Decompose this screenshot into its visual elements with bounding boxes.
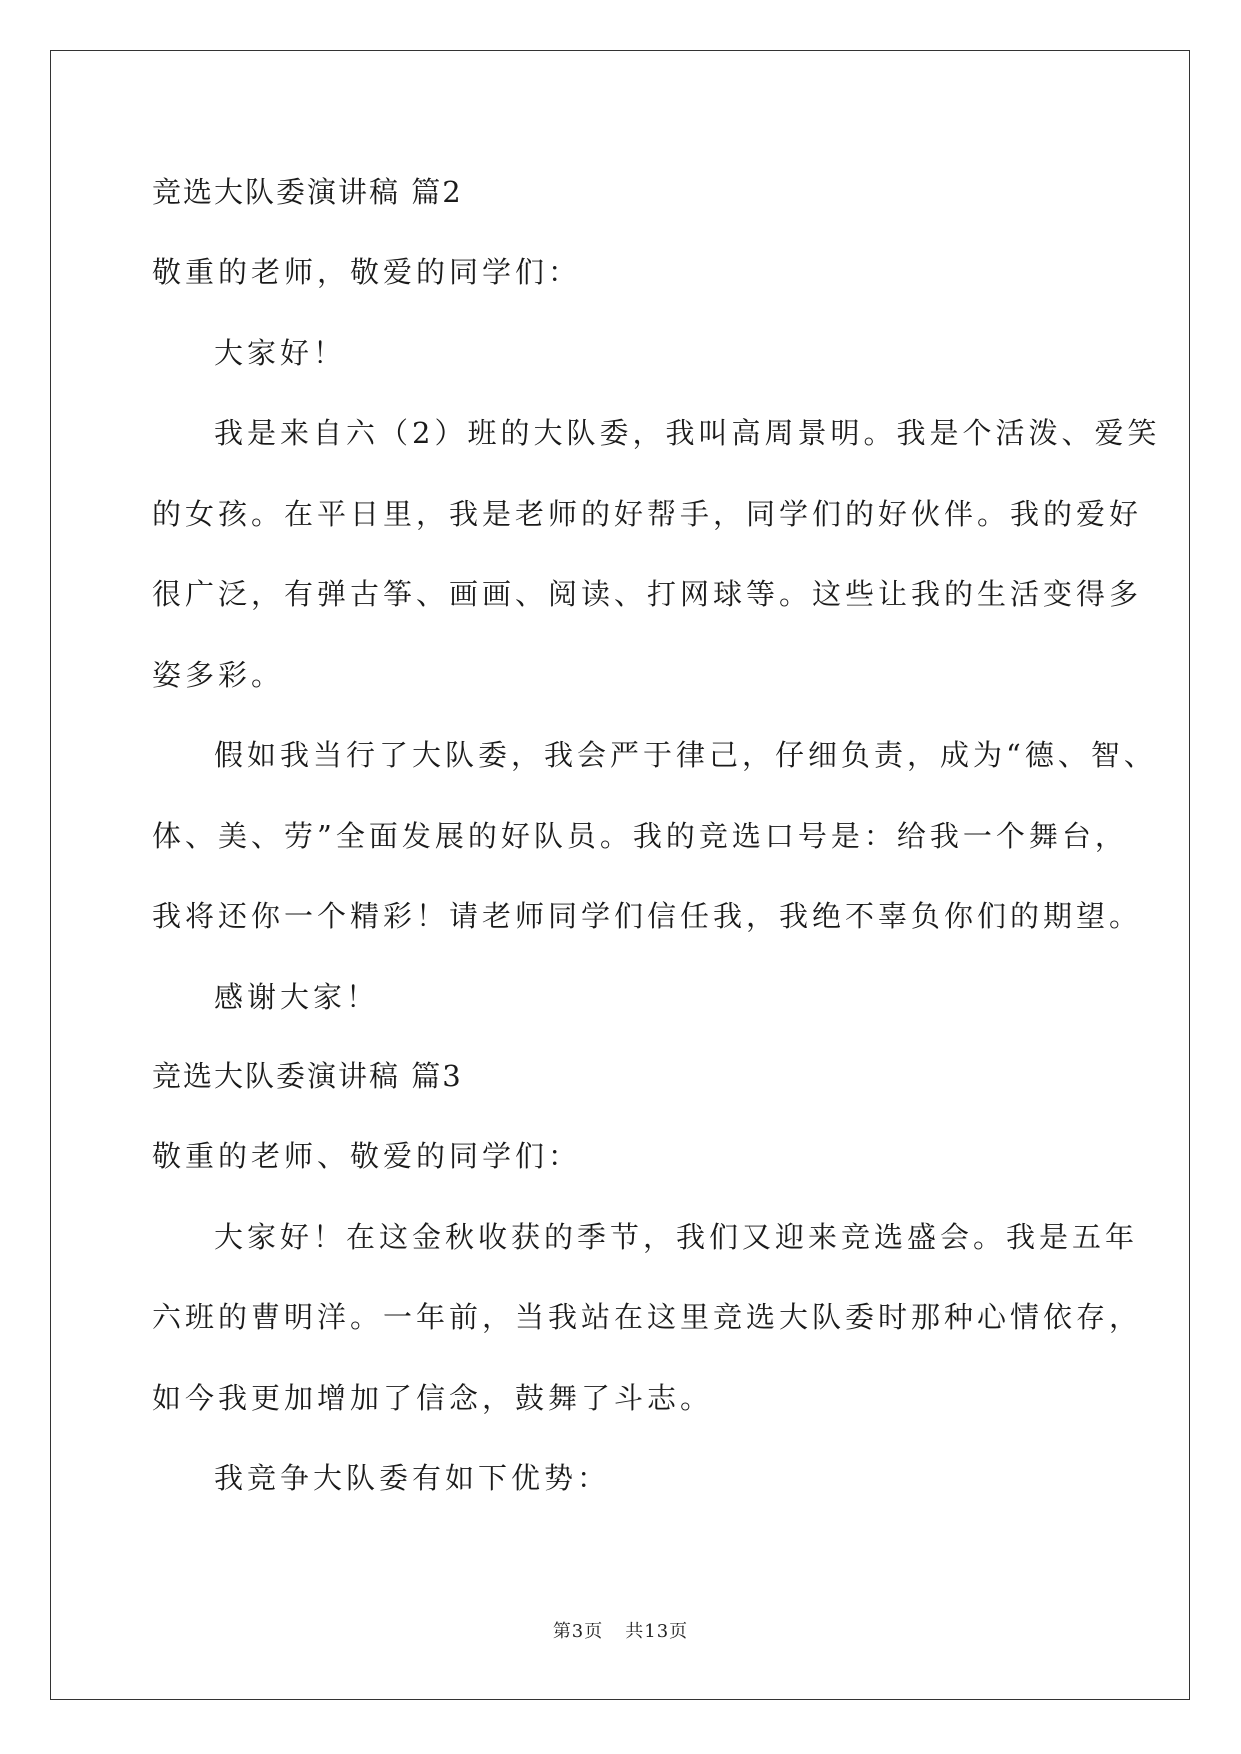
paragraph-line: 我将还你一个精彩！请老师同学们信任我，我绝不辜负你们的期望。 bbox=[152, 899, 1143, 933]
paragraph-line: 的女孩。在平日里，我是老师的好帮手，同学们的好伙伴。我的爱好 bbox=[152, 497, 1143, 531]
paragraph-line: 姿多彩。 bbox=[152, 658, 285, 692]
paragraph-line: 六班的曹明洋。一年前，当我站在这里竞选大队委时那种心情依存， bbox=[152, 1300, 1143, 1334]
paragraph-line: 很广泛，有弹古筝、画画、阅读、打网球等。这些让我的生活变得多 bbox=[152, 577, 1143, 611]
paragraph-line: 如今我更加增加了信念，鼓舞了斗志。 bbox=[152, 1381, 714, 1415]
page-frame bbox=[50, 50, 1190, 1700]
page-number: 第3页 bbox=[552, 1621, 604, 1642]
page-footer bbox=[0, 1617, 1241, 1643]
paragraph-line: 假如我当行了大队委，我会严于律己，仔细负责，成为“德、智、 bbox=[214, 738, 1157, 772]
paragraph-line: 我竞争大队委有如下优势： bbox=[214, 1461, 611, 1495]
page-total: 共13页 bbox=[625, 1621, 689, 1642]
salutation: 敬重的老师，敬爱的同学们： bbox=[152, 255, 582, 289]
paragraph-line: 大家好！ bbox=[214, 336, 347, 370]
paragraph-line: 体、美、劳”全面发展的好队员。我的竞选口号是：给我一个舞台， bbox=[152, 819, 1128, 853]
paragraph-line: 我是来自六（2）班的大队委，我叫高周景明。我是个活泼、爱笑 bbox=[214, 416, 1161, 450]
paragraph-line: 大家好！在这金秋收获的季节，我们又迎来竞选盛会。我是五年 bbox=[214, 1220, 1139, 1254]
section-heading-2: 竞选大队委演讲稿 篇2 bbox=[152, 175, 463, 209]
section-heading-3: 竞选大队委演讲稿 篇3 bbox=[152, 1059, 463, 1093]
salutation: 敬重的老师、敬爱的同学们： bbox=[152, 1139, 582, 1173]
paragraph-line: 感谢大家！ bbox=[214, 980, 380, 1014]
